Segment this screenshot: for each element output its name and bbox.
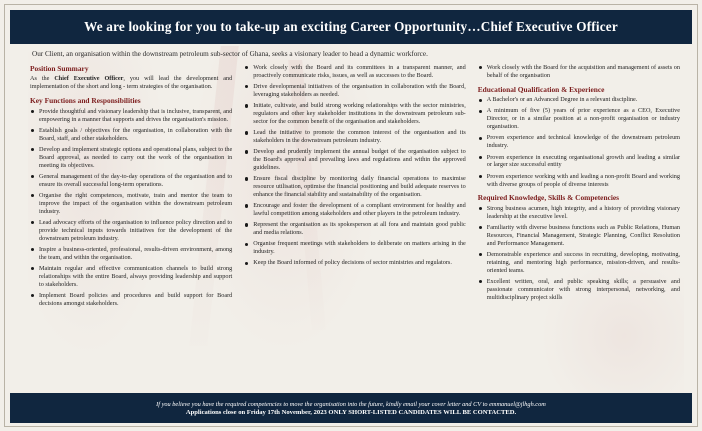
list-item: Inspire a business-oriented, professional, results-driven environment, among the team, and within the organisation. bbox=[30, 246, 232, 262]
list-item: Establish goals / objectives for the organisation, in collaboration with the Board, staff, and other stakeholders. bbox=[30, 127, 232, 143]
list-item: Proven experience working with and leading a non-profit Board and working with diverse groups of people of diverse interests bbox=[478, 173, 680, 189]
education-list bbox=[478, 96, 680, 188]
list-item: Ensure fiscal discipline by monitoring daily financial operations to maximise resource utilisation, optimise the financial positioning and build adequate reserves to enhance the financial stability and sustainability of the organisation. bbox=[244, 175, 466, 199]
list-item: Lead advocacy efforts of the organisation to influence policy direction and to provide technical inputs towards initiatives for the development of the downstream petroleum industry. bbox=[30, 219, 232, 243]
list-item: Proven experience in executing organisational growth and leading a similar or larger size successful entity bbox=[478, 154, 680, 170]
list-item: Keep the Board informed of policy decisions of sector ministries and regulators. bbox=[244, 259, 466, 267]
key-functions-list bbox=[30, 108, 232, 308]
list-item: Develop and prudently implement the annual budget of the organisation subject to the Board's approval and prevailing laws and regulations and within the approved guidelines. bbox=[244, 148, 466, 172]
list-item: Represent the organisation as its spokesperson at all fora and maintain good public and media relations. bbox=[244, 221, 466, 237]
column-one bbox=[30, 64, 232, 389]
content-columns bbox=[30, 64, 680, 389]
footer-contact-text: If you believe you have the required competencies to move the organisation into the future, kindly email your cover letter and CV to emmanuel@jlhgh.com bbox=[156, 400, 546, 408]
footer-banner bbox=[10, 393, 692, 423]
list-item: Initiate, cultivate, and build strong working relationships with the sector ministries, regulators and other key stakeholder institutions in the downstream petroleum sub-sector for the common benefit of the organisation and stakeholders. bbox=[244, 102, 466, 126]
list-item: Organise frequent meetings with stakeholders to deliberate on matters arising in the industry. bbox=[244, 240, 466, 256]
key-functions-heading: Key Functions and Responsibilities bbox=[30, 96, 141, 106]
list-item: Maintain regular and effective communication channels to build strong relationships with the entire Board, always providing leadership and support to stakeholders. bbox=[30, 265, 232, 289]
list-item: Work closely with the Board for the acquisition and management of assets on behalf of the organisation bbox=[478, 64, 680, 80]
page-title: We are looking for you to take-up an exciting Career Opportunity…Chief Executive Officer bbox=[84, 19, 618, 34]
list-item: A Bachelor's or an Advanced Degree in a relevant discipline. bbox=[478, 96, 680, 104]
position-summary-rest: , you will lead the development and implementation of the short and long - term strategies of the organisation. bbox=[30, 75, 233, 91]
footer-deadline-text: Applications close on Friday 17th November, 2023 ONLY SHORT-LISTED CANDIDATES WILL BE CONTACTED. bbox=[185, 408, 517, 416]
intro-paragraph: Our Client, an organisation within the downstream petroleum sub-sector of Ghana, seeks a visionary leader to head a dynamic workforce. bbox=[32, 50, 428, 58]
list-item: Proven experience and technical knowledge of the downstream petroleum industry. bbox=[478, 134, 680, 150]
knowledge-heading: Required Knowledge, Skills & Competencies bbox=[477, 193, 620, 203]
list-item: General management of the day-to-day operations of the organisation and to ensure its overall successful long-term operations. bbox=[30, 173, 232, 189]
position-summary-lead: As the bbox=[30, 75, 55, 83]
knowledge-list bbox=[478, 205, 680, 302]
column-three bbox=[478, 64, 680, 389]
list-item: Implement Board policies and procedures and build support for Board decisions amongst stakeholders. bbox=[30, 292, 232, 308]
list-item: Lead the initiative to promote the common interest of the organisation and its stakeholders in the downstream petroleum industry. bbox=[244, 129, 466, 145]
list-item: Drive developmental initiatives of the organisation in collaboration with the Board, leveraging stakeholders as needed. bbox=[244, 83, 466, 99]
list-item: Provide thoughtful and visionary leadership that is inclusive, transparent, and empowering in a manner that supports and drives the organisation's mission. bbox=[30, 108, 232, 124]
key-functions-list-end bbox=[478, 64, 680, 80]
list-item: Encourage and foster the development of a compliant environment for healthy and lawful competition among stakeholders and other players in the petroleum industry. bbox=[244, 202, 466, 218]
position-summary-role: Chief Executive Officer bbox=[54, 75, 124, 83]
position-summary-heading: Position Summary bbox=[30, 64, 89, 73]
education-heading: Educational Qualification & Experience bbox=[477, 84, 605, 94]
key-functions-list-continued bbox=[244, 64, 466, 267]
list-item: Familiarity with diverse business functions such as Public Relations, Human Resources, Financial Management, Strategic Planning, Conflict Resolution and Performance Management. bbox=[478, 224, 680, 248]
list-item: Develop and implement strategic options and operational plans, subject to the Board approval, as needed to carry out the work of the organisation in meeting its objectives. bbox=[30, 146, 232, 170]
list-item: A minimum of five (5) years of prior experience as a CEO, Executive Director, or in a similar position at a non-profit organisation or industry organisation. bbox=[478, 107, 680, 131]
list-item: Excellent written, oral, and public speaking skills; a persuasive and passionate communicator with strong interpersonal, networking, and multidisciplinary project skills bbox=[478, 278, 680, 302]
position-summary-text bbox=[30, 75, 232, 91]
list-item: Demonstrable experience and success in recruiting, developing, motivating, retaining, and mentoring high performance, mission-driven, and results-oriented teams. bbox=[478, 251, 680, 275]
list-item: Work closely with the Board and its committees in a transparent manner, and proactively communicate risks, issues, as well as successes to the Board. bbox=[244, 64, 466, 80]
list-item: Strong business acumen, high integrity, and a history of providing visionary leadership at the executive level. bbox=[478, 205, 680, 221]
column-two bbox=[244, 64, 466, 389]
header-banner bbox=[10, 10, 692, 44]
list-item: Organise the right competences, motivate, train and mentor the team to improve the impact of the organisation within the downstream petroleum industry. bbox=[30, 192, 232, 216]
